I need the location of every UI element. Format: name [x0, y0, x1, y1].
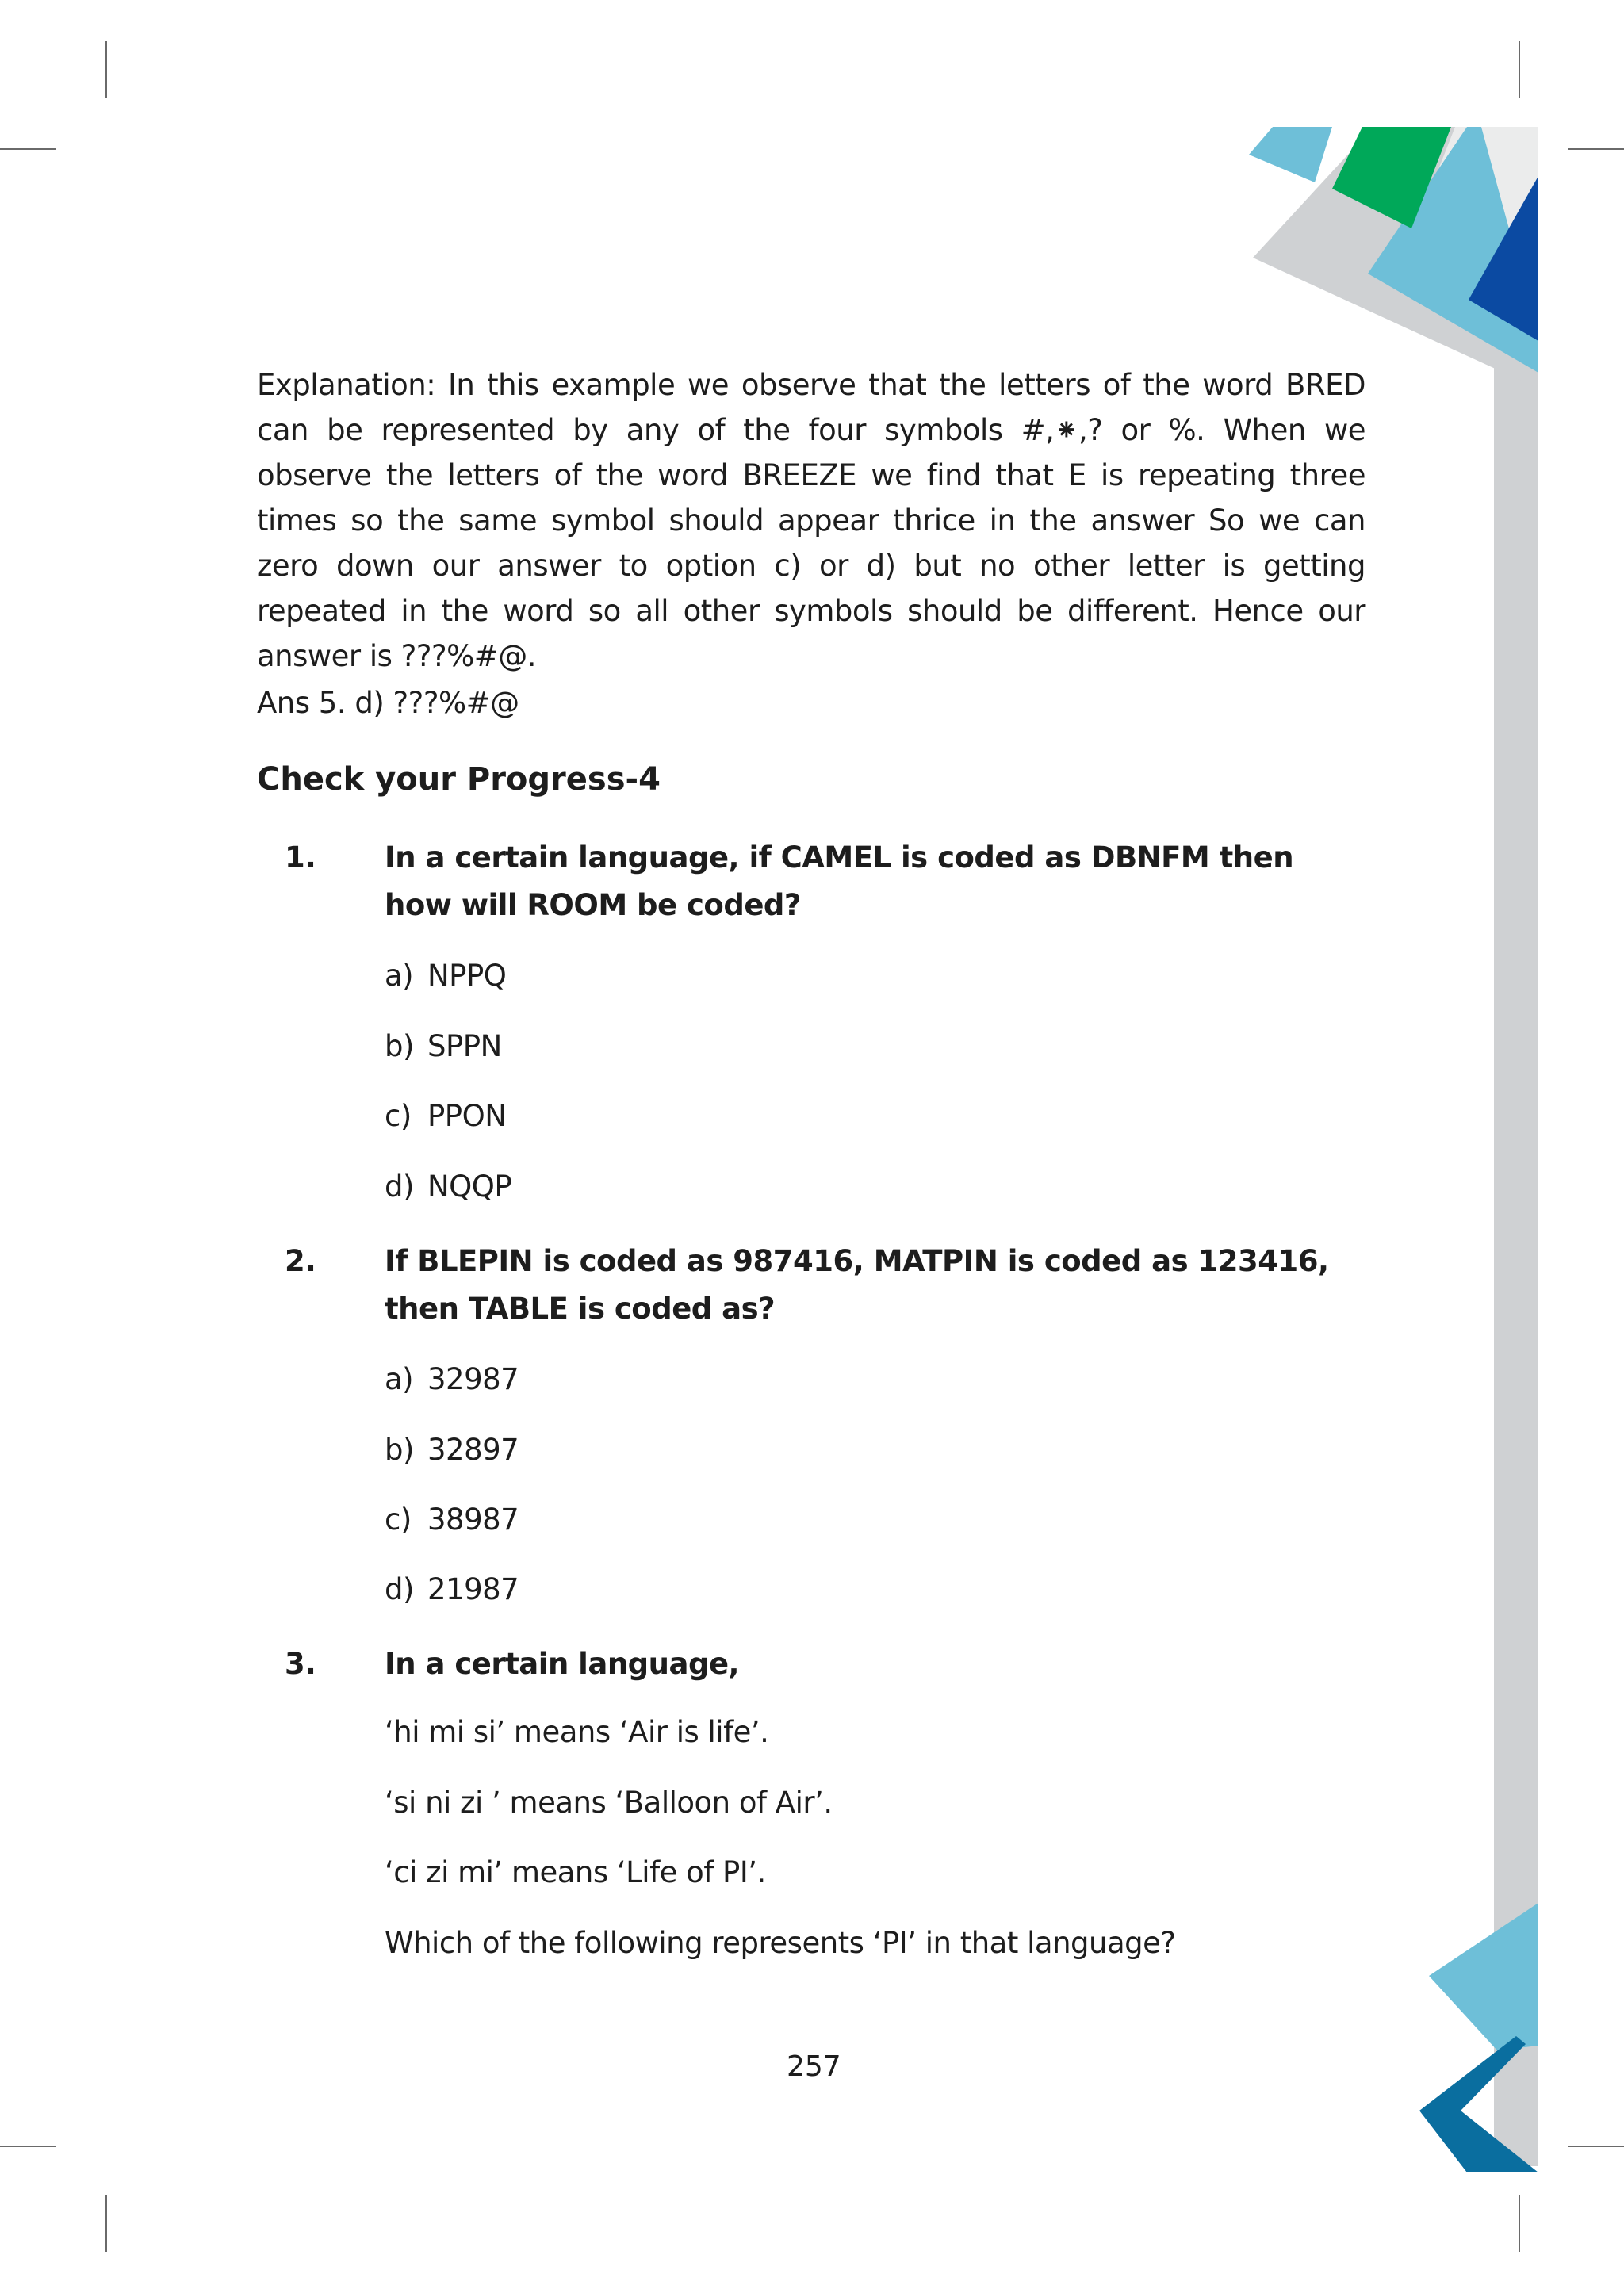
- answer-option: [385, 1433, 519, 1467]
- question-line: Which of the following represents ‘PI’ in that language?: [385, 1926, 1176, 1960]
- option-label: b): [385, 1029, 414, 1063]
- question-text: In a certain language, if CAMEL is coded as DBNFM then how will ROOM be coded?: [385, 840, 1294, 922]
- option-text: 32897: [427, 1433, 519, 1467]
- question-number: 3.: [285, 1647, 316, 1681]
- option-text: 21987: [427, 1572, 519, 1606]
- option-text: PPON: [427, 1099, 507, 1133]
- option-text: SPPN: [427, 1029, 502, 1063]
- question-line: ‘hi mi si’ means ‘Air is life’.: [385, 1715, 769, 1749]
- option-label: c): [385, 1099, 412, 1133]
- page-number: 257: [787, 2050, 841, 2083]
- option-label: a): [385, 1362, 414, 1396]
- section-heading: Check your Progress-4: [257, 761, 661, 798]
- question-line: ‘ci zi mi’ means ‘Life of PI’.: [385, 1855, 766, 1889]
- option-label: d): [385, 1572, 414, 1606]
- question-text: In a certain language,: [385, 1647, 740, 1681]
- option-label: d): [385, 1169, 414, 1204]
- question-number: 2.: [285, 1244, 316, 1278]
- option-text: 38987: [427, 1503, 519, 1537]
- top-light-blue-shape: [1249, 127, 1332, 182]
- answer-option: [385, 1169, 511, 1204]
- question-number: 1.: [285, 840, 316, 875]
- option-text: NQQP: [427, 1169, 512, 1204]
- answer-option: [385, 1099, 506, 1133]
- answer-option: [385, 959, 506, 993]
- option-label: a): [385, 959, 414, 993]
- answer-option: [385, 1029, 502, 1063]
- explanation-paragraph: Explanation: In this example we observe that the letters of the word BRED can be represented by any of the four symbols #,⁕,? or %. When we observe the letters of the word BREEZE we find that E is repeating three times so the same symbol should appear thrice in the answer So we can zero down our answer to option c) or d) but no other letter is getting repeated in the word so all other symbols should be different. Hence our answer is ???%#@.: [257, 368, 1365, 673]
- answer-option: [385, 1572, 519, 1606]
- answer-line: Ans 5. d) ???%#@: [257, 686, 519, 720]
- option-label: b): [385, 1433, 414, 1467]
- question-line: ‘si ni zi ’ means ‘Balloon of Air’.: [385, 1786, 833, 1820]
- bottom-light-blue-diamond: [1429, 1903, 1538, 2050]
- option-text: NPPQ: [427, 959, 507, 993]
- option-text: 32987: [427, 1362, 519, 1396]
- answer-option: [385, 1362, 519, 1396]
- answer-option: [385, 1503, 519, 1537]
- question-text: If BLEPIN is coded as 987416, MATPIN is coded as 123416, then TABLE is coded as?: [385, 1244, 1329, 1326]
- option-label: c): [385, 1503, 412, 1537]
- right-gray-strip: [1494, 127, 1538, 2166]
